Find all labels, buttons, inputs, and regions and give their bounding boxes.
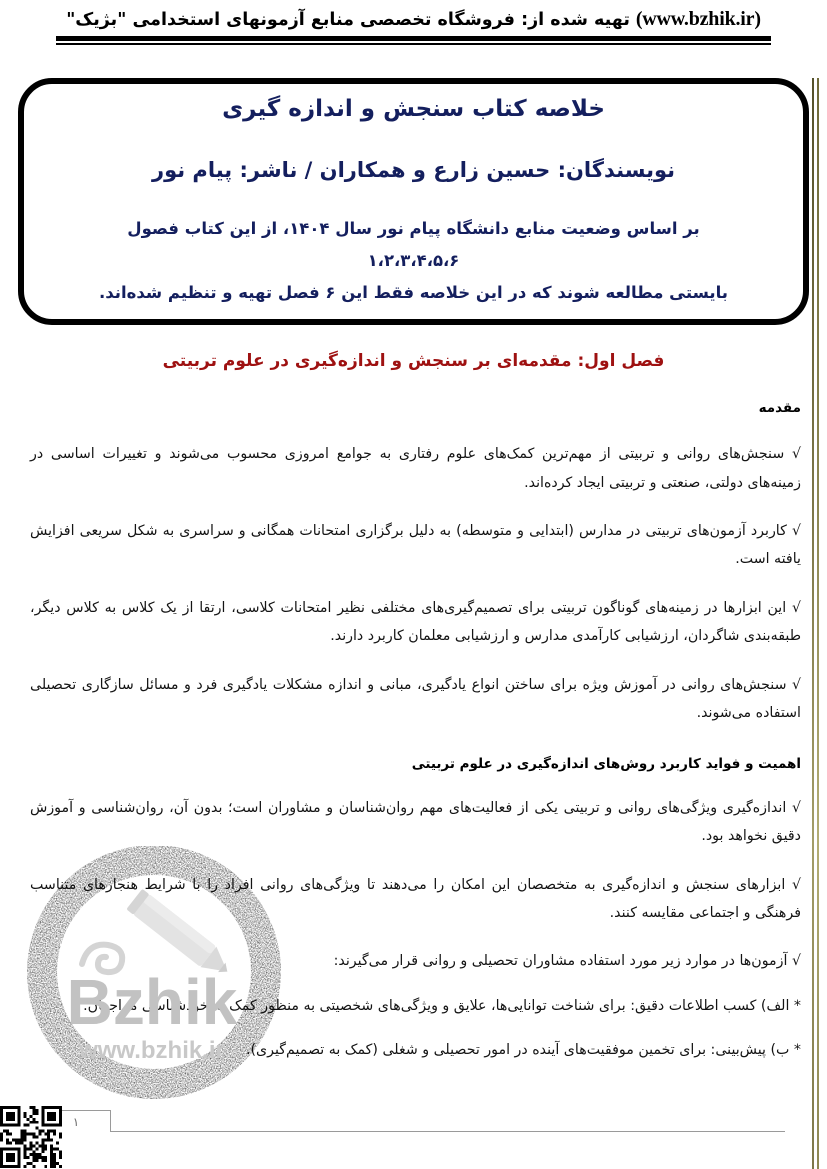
bullet-item: √ این ابزارها در زمینه‌های گوناگون تربیتی برای تصمیم‌گیری‌های مختلفی نظیر امتحانات کلاسی، ارتقا از یک کلاس به کلاس دیگر، طبقه‌بندی شاگردان، ارزشیابی کارآمدی مدارس و ارزشیابی معلمان کاربرد دارند. (30, 599, 801, 645)
page-spine-decoration (809, 78, 821, 1169)
section-heading-importance: اهمیت و فواید کاربرد روش‌های اندازه‌گیری در علوم تربیتی (411, 755, 801, 772)
spine-line-inner (812, 78, 814, 1169)
sub-item-alef: * الف) کسب اطلاعات دقیق: برای شناخت توانایی‌ها، علایق و ویژگی‌های شخصیتی به منظور کمک به خودشناسی مراجعان. (83, 997, 801, 1014)
book-authors-publisher: نویسندگان: حسین زارع و همکاران / ناشر: پیام نور (151, 157, 676, 182)
banner-divider (56, 36, 771, 45)
page-number: ۱ (72, 1115, 80, 1129)
book-note-line-2: بایستی مطالعه شوند که در این خلاصه فقط این ۶ فصل تهیه و تنظیم شده‌اند. (98, 283, 728, 303)
source-banner-label: تهیه شده از: فروشگاه تخصصی منابع آزمونهای استخدامی "بژیک" (66, 10, 630, 30)
watermark-brand: Bzhik (66, 966, 238, 1038)
bullet-item: √ سنجش‌های روانی و تربیتی از مهم‌ترین کمک‌های علوم رفتاری به جوامع امروزی محسوب می‌شوند و تغییرات اساسی در زمینه‌های دولتی، صنعتی و تربیتی ایجاد کرده‌اند. (30, 446, 801, 491)
bullet-item: √ اندازه‌گیری ویژگی‌های روانی و تربیتی یکی از فعالیت‌های مهم روان‌شناسان و مشاوران است؛ بدون آن، روان‌شناسی و آموزش دقیق نخواهد بود. (30, 799, 801, 845)
book-note-line-1: بر اساس وضعیت منابع دانشگاه پیام نور سال ۱۴۰۴، از این کتاب فصول ۱،۲،۳،۴،۵،۶ (127, 219, 700, 271)
source-banner (0, 6, 827, 45)
book-note (84, 213, 744, 310)
watermark-site: www.bzhik.ir (79, 1037, 225, 1064)
sub-item-be: * ب) پیش‌بینی: برای تخمین موفقیت‌های آینده در امور تحصیلی و شغلی (کمک به تصمیم‌گیری). (246, 1042, 801, 1059)
book-title: خلاصه کتاب سنجش و اندازه گیری (222, 96, 605, 123)
source-banner-text (0, 6, 827, 33)
bullet-item: √ سنجش‌های روانی در آموزش ویژه برای ساختن انواع یادگیری، مبانی و اندازه مشکلات یادگیری فرد و مسائل سازگاری تحصیلی استفاده می‌شوند. (30, 676, 801, 722)
bullet-item: √ آزمون‌ها در موارد زیر مورد استفاده مشاوران تحصیلی و روانی قرار می‌گیرند: (333, 953, 801, 970)
footer-divider (0, 1131, 785, 1132)
bullet-item: √ ابزارهای سنجش و اندازه‌گیری به متخصصان این امکان را می‌دهند تا ویژگی‌های روانی افراد را با شرایط هنجارهای متناسب فرهنگی و اجتماعی مقایسه کنند. (30, 876, 801, 921)
banner-divider-thick (56, 36, 771, 41)
source-banner-url: (www.bzhik.ir) (635, 8, 761, 30)
chapter-title: فصل اول: مقدمه‌ای بر سنجش و اندازه‌گیری در علوم تربیتی (162, 351, 665, 371)
bullet-item: √ کاربرد آزمون‌های تربیتی در مدارس (ابتدایی و متوسطه) به دلیل برگزاری امتحانات همگانی و سراسری به شکل سریعی افزایش یافته است. (30, 523, 801, 568)
banner-divider-thin (56, 43, 771, 45)
section-heading-introduction: مقدمه (758, 400, 801, 416)
qr-code[interactable] (0, 1106, 62, 1168)
chapter-content (30, 398, 801, 1081)
book-title-box (18, 78, 809, 325)
spine-line-outer (817, 78, 819, 1169)
